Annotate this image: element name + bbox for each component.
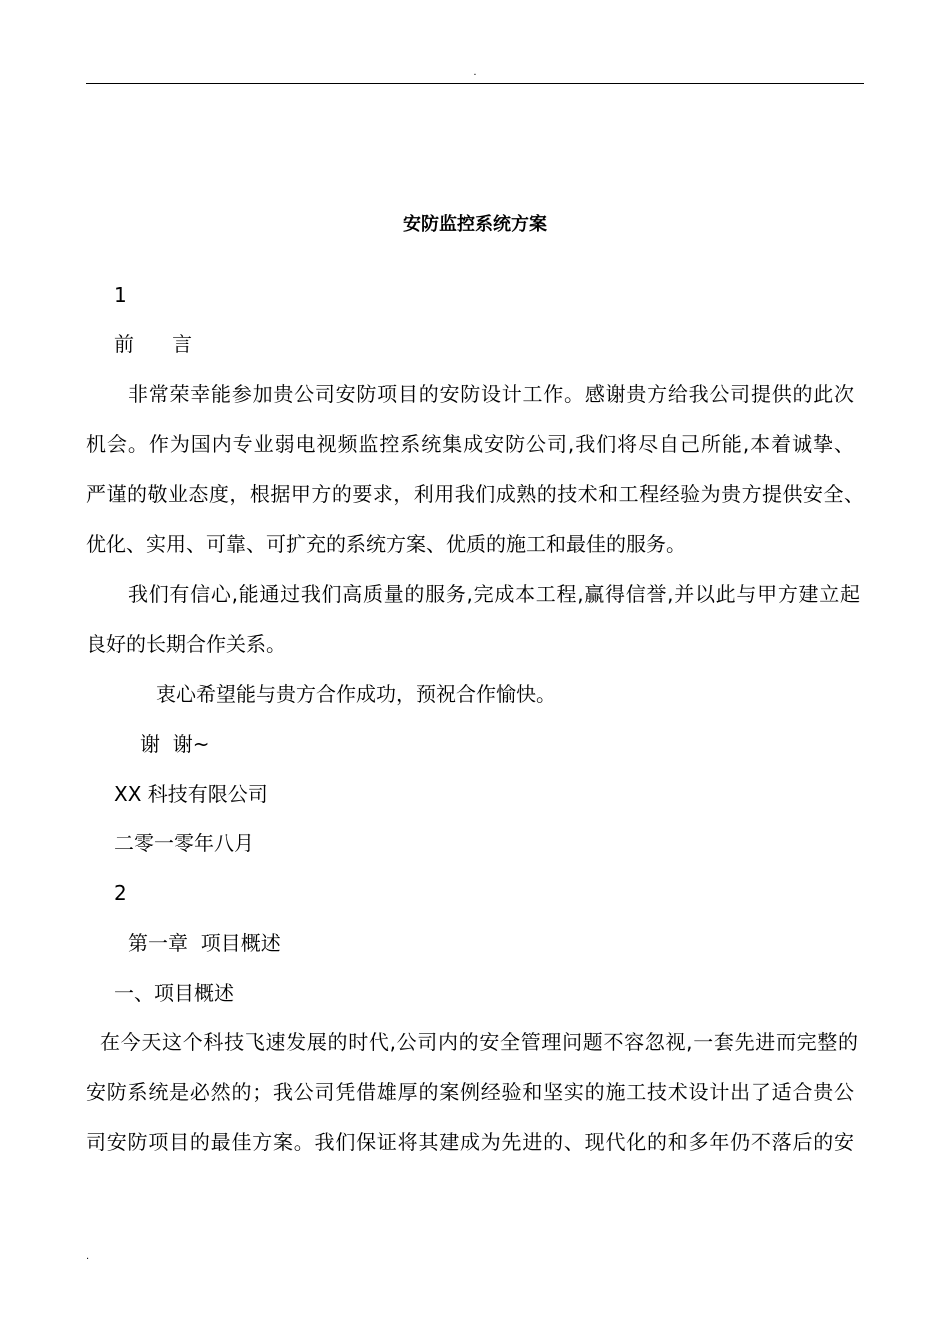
paragraph-line: 严谨的敬业态度，根据甲方的要求，利用我们成熟的技术和工程经验为贵方提供安全、 bbox=[86, 482, 864, 506]
section-number-2: 2 bbox=[114, 881, 127, 905]
section-number-1: 1 bbox=[114, 283, 127, 307]
chapter-heading: 第一章 项目概述 bbox=[128, 931, 281, 955]
footer-mark: . bbox=[86, 1251, 90, 1262]
thanks-line: 谢 谢~ bbox=[140, 732, 210, 756]
document-title: 安防监控系统方案 bbox=[403, 214, 547, 235]
paragraph-line: 在今天这个科技飞速发展的时代,公司内的安全管理问题不容忽视,一套先进而完整的 bbox=[100, 1030, 858, 1054]
header-rule bbox=[86, 83, 864, 84]
company-name: XX 科技有限公司 bbox=[114, 782, 268, 806]
paragraph-line: 良好的长期合作关系。 bbox=[86, 632, 286, 656]
paragraph-line: 安防系统是必然的；我公司凭借雄厚的案例经验和坚实的施工技术设计出了适合贵公 bbox=[86, 1080, 854, 1104]
closing-wish: 衷心希望能与贵方合作成功，预祝合作愉快。 bbox=[156, 682, 556, 706]
subsection-heading: 一、项目概述 bbox=[114, 981, 234, 1005]
paragraph-line: 司安防项目的最佳方案。我们保证将其建成为先进的、现代化的和多年仍不落后的安 bbox=[86, 1130, 854, 1154]
paragraph-line: 非常荣幸能参加贵公司安防项目的安防设计工作。感谢贵方给我公司提供的此次 bbox=[128, 382, 854, 406]
document-date: 二零一零年八月 bbox=[114, 831, 254, 855]
preface-heading: 前 言 bbox=[114, 332, 193, 356]
paragraph-line: 机会。作为国内专业弱电视频监控系统集成安防公司,我们将尽自己所能,本着诚挚、 bbox=[86, 432, 854, 456]
paragraph-line: 优化、实用、可靠、可扩充的系统方案、优质的施工和最佳的服务。 bbox=[86, 532, 686, 556]
paragraph-line: 我们有信心,能通过我们高质量的服务,完成本工程,赢得信誉,并以此与甲方建立起 bbox=[128, 582, 860, 606]
header-mark: . bbox=[473, 67, 477, 78]
